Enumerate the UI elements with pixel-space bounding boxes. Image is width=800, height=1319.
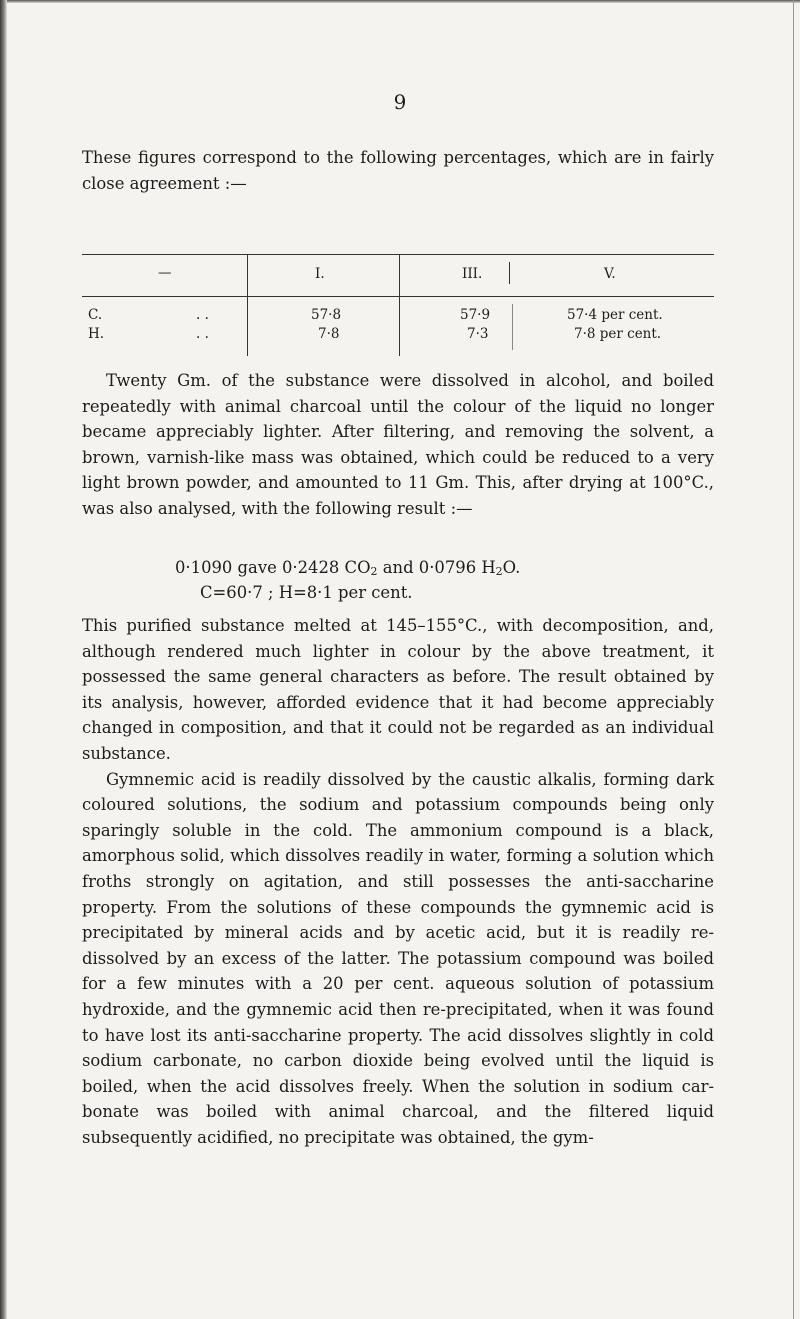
table-header-cell: I. — [315, 266, 325, 282]
formula-subscript: 2 — [370, 565, 378, 578]
formula-text: 0·1090 gave 0·2428 CO — [175, 558, 371, 577]
paragraph: Twenty Gm. of the substance were dissolved in alcohol, and boiled repeatedly with animal charcoal until the colour of the liquid no longer became appreciably lighter. After filtering, and removing the solvent, a brown, varnish-like mass was obtained, which could be reduced to a very light brown powder, and amounted to 11 Gm. This, after drying at 100°C., was also analysed, with the following result :— — [82, 371, 714, 518]
table-column-divider — [509, 262, 510, 284]
table-cell: 57·8 — [311, 307, 342, 323]
page-number: 9 — [393, 90, 407, 114]
table-cell: 7·8 — [318, 326, 340, 342]
paragraph: Gymnemic acid is readily dissolved by the caustic alkalis, forming dark coloured solutions, the sodium and potassium compounds being only sparingly soluble in the cold. The ammonium compound is a black, amorphous solid, which dissolves readily in water, forming a solution which froths strongly on agitation, and still possesses the anti-saccharine property. From the solutions of these compounds the gymnemic acid is precipitated by mineral acids and by acetic acid, but it is readily re-dissolved by an excess of the latter. The potassium compound was boiled for a few minutes with a 20 per cent. aqueous solution of potassium hydroxide, and the gymnemic acid then re-precipitated, when it was found to have lost its anti-saccharine property. The acid dissolves slightly in cold sodium carbonate, no carbon dioxide being evolved until the liquid is boiled, when the acid dissolves freely. When the solution in sodium carbonate was boiled with animal charcoal, and the filtered liquid subsequently acidified, no precipitate was obtained, the gym- — [82, 769, 714, 1147]
table-header-cell: — — [158, 265, 172, 281]
table-leader-dots: . . — [196, 326, 209, 342]
page-edge-left — [0, 0, 7, 1319]
page-edge-right — [793, 0, 794, 1319]
table-header-rule — [82, 296, 714, 297]
body-section-1 — [82, 368, 714, 522]
table-cell: 57·4 per cent. — [567, 307, 663, 323]
body-section-2 — [82, 613, 714, 1150]
table-cell: 7·3 — [467, 326, 489, 342]
paragraph: This purified substance melted at 145–155°C., with decomposition, and, although rendered much lighter in colour by the above treatment, it possessed the same general characters as before. The result obtained by its analysis, however, afforded evidence that it had become appreciably changed in composition, and that it could not be regarded as an individual substance. — [82, 616, 714, 763]
percentages-table — [82, 254, 714, 356]
table-column-divider — [399, 254, 400, 356]
analysis-result: C=60·7 ; H=8·1 per cent. — [200, 583, 413, 602]
table-column-divider — [512, 304, 513, 350]
analysis-formula — [175, 555, 675, 581]
table-top-rule — [82, 254, 714, 255]
table-cell: 7·8 per cent. — [574, 326, 662, 342]
table-header-cell: III. — [462, 266, 483, 282]
table-cell: 57·9 — [460, 307, 491, 323]
table-column-divider — [247, 254, 248, 356]
intro-paragraph: These figures correspond to the following percentages, which are in fairly close agreement :— — [82, 148, 714, 193]
formula-text: and 0·0796 H — [377, 558, 496, 577]
table-row-label: H. — [88, 326, 105, 342]
table-row-label: C. — [88, 307, 103, 323]
formula-subscript: 2 — [495, 565, 503, 578]
page-edge-top — [0, 0, 800, 3]
table-header-cell: V. — [604, 266, 616, 282]
formula-text: O. — [502, 558, 521, 577]
table-leader-dots: . . — [196, 307, 209, 323]
